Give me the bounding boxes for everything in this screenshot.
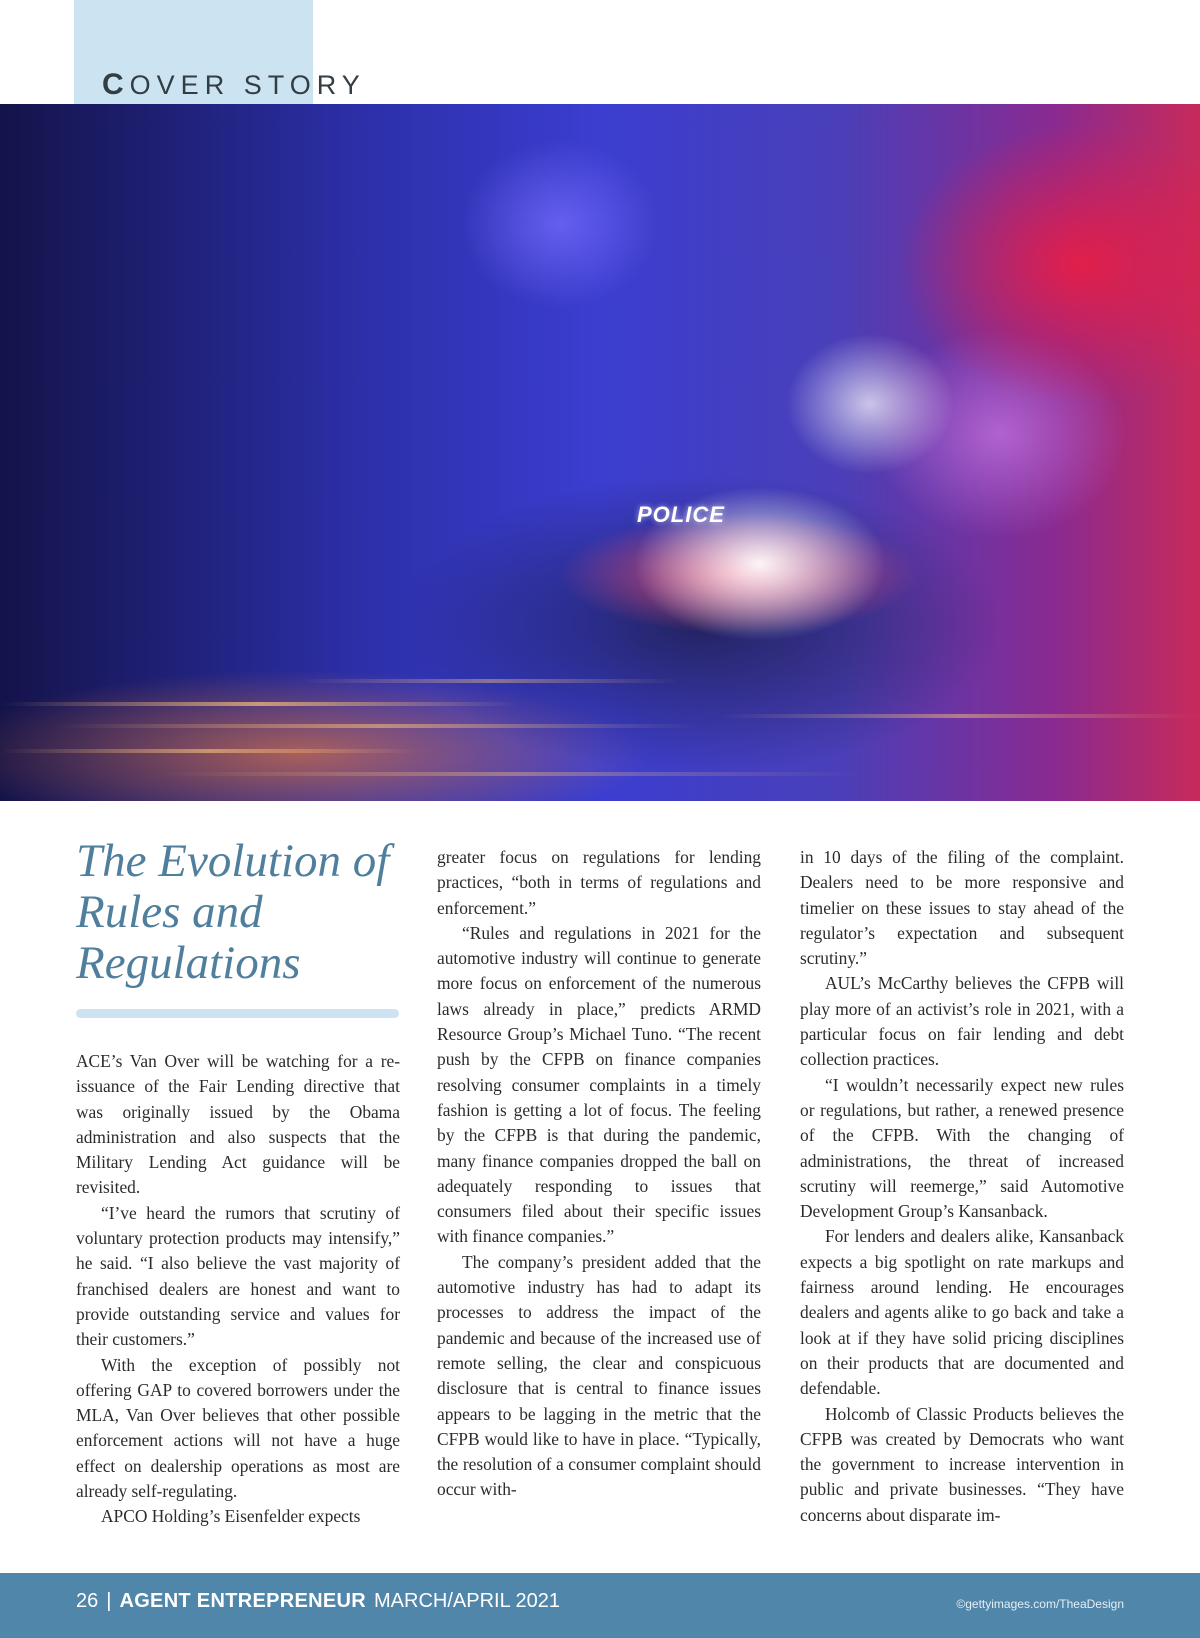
paragraph: For lenders and dealers alike, Kansanback expects a big spotlight on rate markups and fairness around lending. He encourages dealers and agents alike to go back and take a look at if they have solid pricing disciplines on their products that are documented and defendable. [800,1226,1124,1399]
paragraph: in 10 days of the filing of the complaint. Dealers need to be more responsive and timelier on these issues to stay ahead of the regulator’s expectation and subsequent scrutiny.” [800,847,1124,969]
paragraph: The company’s president added that the automotive industry has had to adapt its processes to address the impact of the pandemic and because of the increased use of remote selling, the clear and conspicuous disclosure that is central to finance issues appears to be lagging in the metric that the CFPB would like to have in place. “Typically, the resolution of a consumer complaint should occur with- [437,1251,761,1500]
photo-credit: ©gettyimages.com/TheaDesign [956,1597,1124,1611]
issue-date: MARCH/APRIL 2021 [374,1590,560,1612]
section-label-rest: OVER STORY [129,70,366,100]
paragraph: “I wouldn’t necessarily expect new rules or regulations, but rather, a renewed presence of the CFPB. With the changing of administrations, the threat of increased scrutiny will reemerge,” said Automotive Development Group’s Kansanback. [800,1074,1124,1222]
paragraph: With the exception of possibly not offering GAP to covered borrowers under the MLA, Van Over believes that other possible enforcement actions will not have a huge effect on dealership operations as most are already self-regulating. [76,1354,400,1502]
page-number: 26 [76,1590,99,1612]
paragraph: APCO Holding’s Eisenfelder expects [101,1506,361,1527]
hero-image [0,104,1200,801]
article-title: The Evolution of Rules and Regulations [76,835,390,989]
paragraph: greater focus on regulations for lending practices, “both in terms of regulations and enforcement.” [437,847,761,918]
section-label-initial: C [102,68,130,101]
magazine-name: AGENT ENTREPRENEUR [119,1590,366,1612]
police-sign: POLICE [637,502,725,527]
title-divider [76,1009,399,1018]
paragraph: “Rules and regulations in 2021 for the automotive industry will continue to generate more focus on enforcement of the numerous laws already in place,” predicts ARMD Resource Group’s Michael Tuno. “The recent push by the CFPB on finance companies resolving consumer complaints in a timely fashion is getting a lot of focus. The feeling by the CFPB is that during the pandemic, many finance companies dropped the ball on adequately responding to issues that consumers filed about their specific issues with finance companies.” [437,922,761,1247]
article-column-2 [437,845,761,1503]
article-column-1 [76,1049,400,1530]
section-label [102,68,366,102]
footer-separator: | [106,1590,112,1612]
page-footer [0,1573,1200,1638]
paragraph: “I’ve heard the rumors that scrutiny of voluntary protection products may intensify,” he said. “I also believe the vast majority of franchised dealers are honest and want to provide outstanding service and values for their customers.” [76,1202,400,1350]
article-column-3 [800,845,1124,1528]
paragraph: Holcomb of Classic Products believes the CFPB was created by Democrats who want the government to increase intervention in public and private businesses. “They have concerns about disparate im- [800,1403,1124,1525]
paragraph: AUL’s McCarthy believes the CFPB will play more of an activist’s role in 2021, with a particular focus on fair lending and debt collection practices. [800,973,1124,1070]
paragraph: ACE’s Van Over will be watching for a re-issuance of the Fair Lending directive that was originally issued by the Obama administration and also suspects that the Military Lending Act guidance will be revisited. [76,1051,400,1198]
footer-folio [76,1590,560,1613]
